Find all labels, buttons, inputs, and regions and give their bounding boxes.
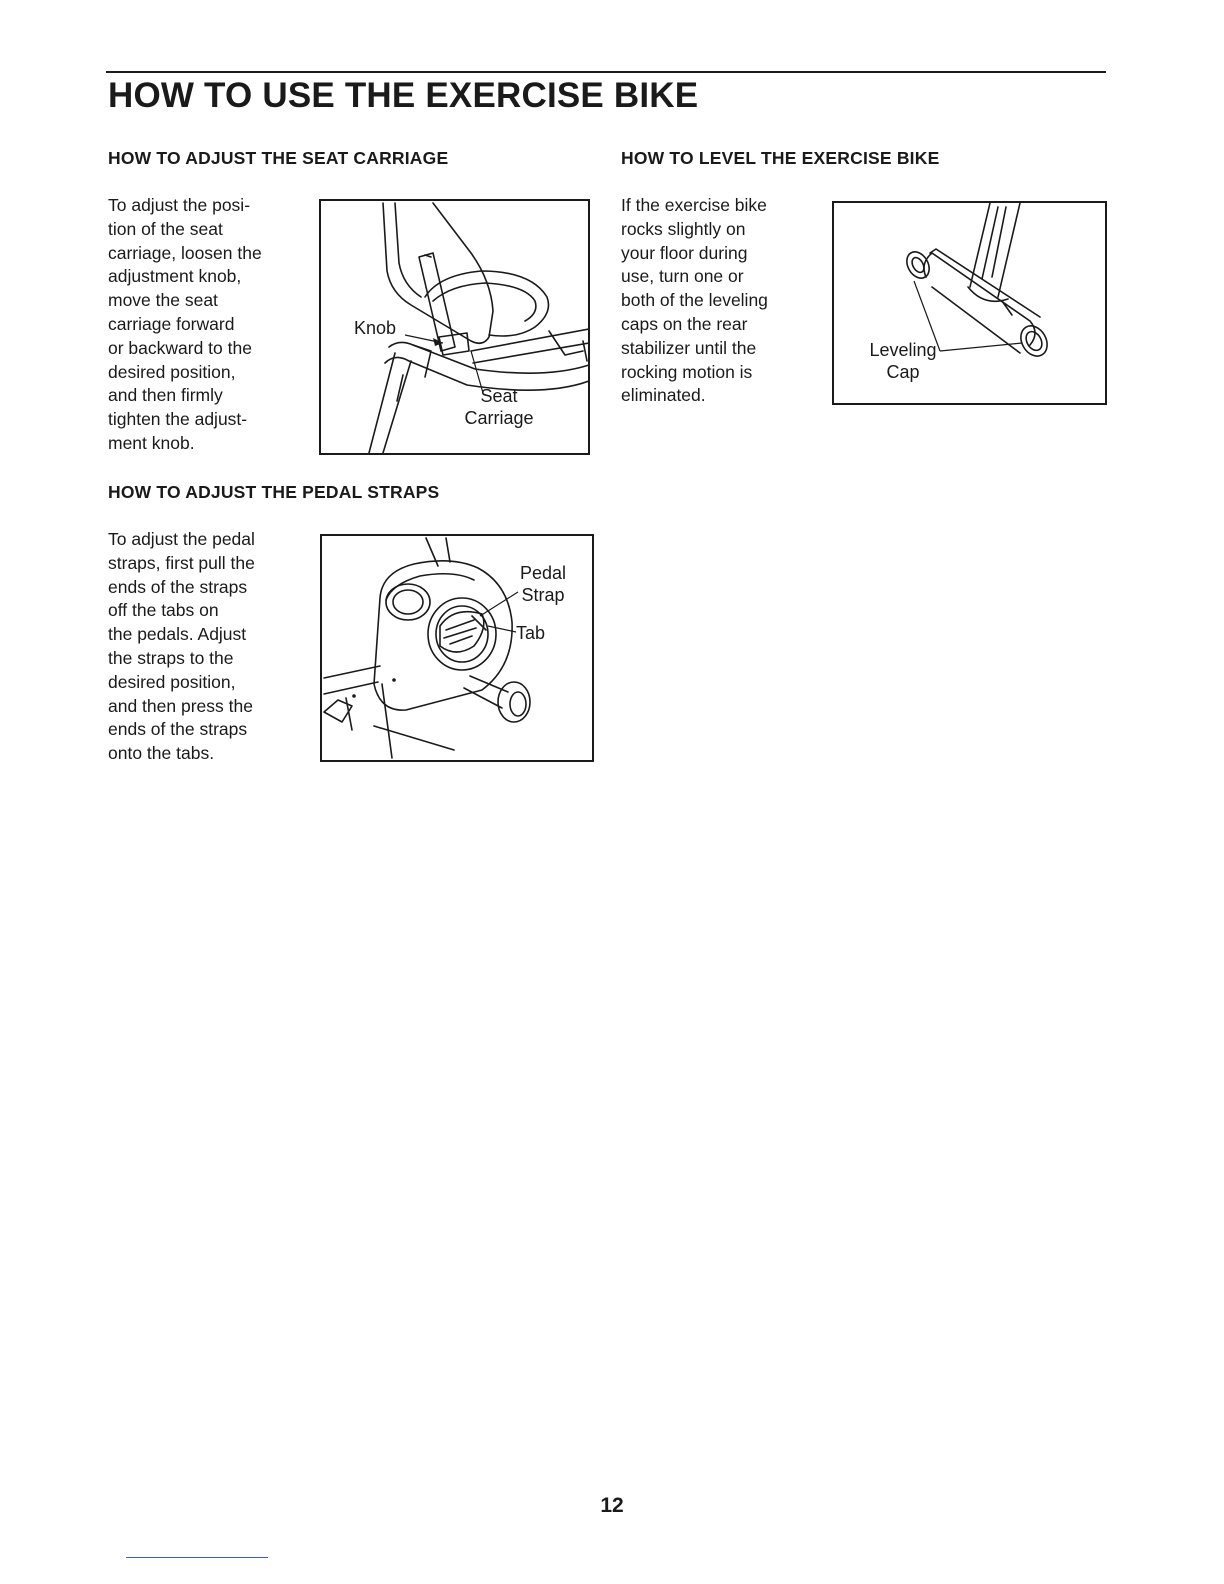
text-line: ends of the straps (108, 719, 248, 740)
text-line: tighten the adjust- (108, 409, 248, 430)
title-rule (106, 71, 1106, 73)
text-line: desired position, (108, 671, 236, 692)
text-line: and then firmly (108, 385, 223, 406)
text-line: desired position, (108, 361, 236, 382)
strap-label-line: Strap (521, 585, 565, 605)
text-line: carriage forward (108, 313, 235, 334)
pedal-strap-label (510, 562, 576, 606)
pedal-straps-figure (320, 534, 594, 762)
pedal-straps-instructions (108, 528, 255, 766)
text-line: If the exercise bike (621, 195, 767, 215)
text-line: stabilizer until the (621, 337, 757, 358)
text-line: and then press the (108, 695, 253, 716)
text-line: or backward to the (108, 337, 252, 358)
leveling-cap-label (860, 339, 946, 383)
text-line: ment knob. (108, 432, 195, 453)
seat-label-line: Seat (480, 386, 518, 406)
seat-carriage-figure (319, 199, 590, 455)
text-line: off the tabs on (108, 600, 219, 621)
text-line: rocking motion is (621, 361, 753, 382)
text-line: eliminated. (621, 385, 706, 406)
level-bike-instructions (621, 194, 768, 408)
text-line: rocks slightly on (621, 218, 746, 239)
seat-carriage-label (454, 385, 544, 429)
text-line: both of the leveling (621, 290, 768, 311)
text-line: the straps to the (108, 647, 234, 668)
level-bike-heading: HOW TO LEVEL THE EXERCISE BIKE (621, 148, 940, 168)
text-line: To adjust the posi- (108, 195, 251, 215)
footer-line (126, 1557, 268, 1558)
text-line: caps on the rear (621, 313, 748, 334)
text-line: use, turn one or (621, 266, 744, 287)
text-line: To adjust the pedal (108, 529, 255, 549)
seat-carriage-instructions (108, 194, 262, 456)
text-line: tion of the seat (108, 218, 223, 239)
text-line: carriage, loosen the (108, 242, 262, 263)
text-line: ends of the straps (108, 576, 248, 597)
page-number: 12 (600, 1494, 624, 1517)
leveling-cap-figure (832, 201, 1107, 405)
text-line: onto the tabs. (108, 743, 215, 764)
cap-label-line: Cap (886, 362, 920, 382)
carriage-label-line: Carriage (464, 408, 534, 428)
text-line: your floor during (621, 242, 748, 263)
seat-carriage-heading: HOW TO ADJUST THE SEAT CARRIAGE (108, 148, 449, 168)
text-line: the pedals. Adjust (108, 624, 247, 645)
tab-label: Tab (516, 623, 546, 643)
knob-label: Knob (354, 318, 397, 338)
text-line: straps, first pull the (108, 552, 255, 573)
pedal-straps-heading: HOW TO ADJUST THE PEDAL STRAPS (108, 482, 440, 502)
page-title: HOW TO USE THE EXERCISE BIKE (108, 76, 699, 115)
leveling-label-line: Leveling (869, 340, 937, 360)
text-line: move the seat (108, 290, 218, 311)
text-line: adjustment knob, (108, 266, 242, 287)
pedal-label-line: Pedal (519, 563, 567, 583)
